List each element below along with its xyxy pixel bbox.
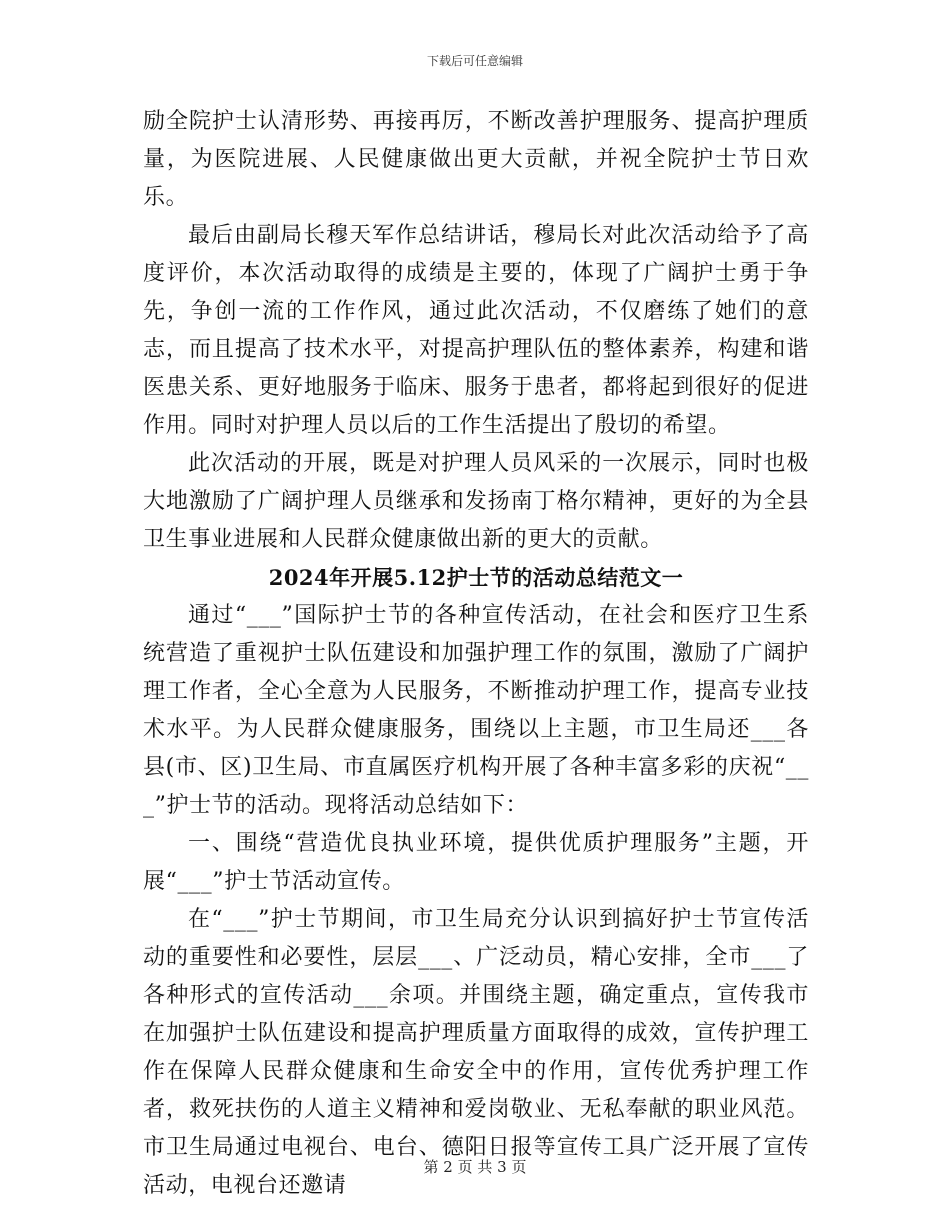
- paragraph-publicity: 在“___”护士节期间，市卫生局充分认识到搞好护士节宣传活动的重要性和必要性，层层___、广泛动员，精心安排，全市___了各种形式的宣传活动___余项。并围绕主题，确定重点，宣传我市在加强护士队伍建设和提高护理质量方面取得的成效，宣传护理工作在保障人民群众健康和生命安全中的作用，宣传优秀护理工作者，救死扶伤的人道主义精神和爱岗敬业、无私奉献的职业风范。市卫生局通过电视台、电台、德阳日报等宣传工具广泛开展了宣传活动，电视台还邀请: [143, 907, 809, 1198]
- section-title: 2024年开展5.12护士节的活动总结范文一: [268, 565, 684, 590]
- page-number: 第 2 页 共 3 页: [423, 1158, 527, 1176]
- page-header-note: 下载后可任意编辑: [426, 54, 523, 68]
- paragraph-closing-speech: 最后由副局长穆天军作总结讲话，穆局长对此次活动给予了高度评价，本次活动取得的成绩是主要的，体现了广阔护士勇于争先，争创一流的工作作风，通过此次活动，不仅磨练了她们的意志，而且提高了技术水平，对提高护理队伍的整体素养，构建和谐医患关系、更好地服务于临床、服务于患者，都将起到很好的促进作用。同时对护理人员以后的工作生活提出了殷切的希望。: [143, 223, 809, 438]
- paragraph-continued: 励全院护士认清形势、再接再厉，不断改善护理服务、提高护理质量，为医院进展、人民健康做出更大贡献，并祝全院护士节日欢乐。: [143, 109, 809, 210]
- paragraph-intro: 通过“___”国际护士节的各种宣传活动，在社会和医疗卫生系统营造了重视护士队伍建设和加强护理工作的氛围，激励了广阔护理工作者，全心全意为人民服务，不断推动护理工作，提高专业技术水平。为人民群众健康服务，围绕以上主题，市卫生局还___各县(市、区)卫生局、市直属医疗机构开展了各种丰富多彩的庆祝“___”护士节的活动。现将活动总结如下：: [143, 603, 809, 818]
- paragraph-activity-significance: 此次活动的开展，既是对护理人员风采的一次展示，同时也极大地激励了广阔护理人员继承和发扬南丁格尔精神，更好的为全县卫生事业进展和人民群众健康做出新的更大的贡献。: [143, 451, 809, 552]
- paragraph-item-one: 一、围绕“营造优良执业环境，提供优质护理服务”主题，开展“___”护士节活动宣传。: [143, 831, 809, 894]
- document-body: [143, 103, 809, 1205]
